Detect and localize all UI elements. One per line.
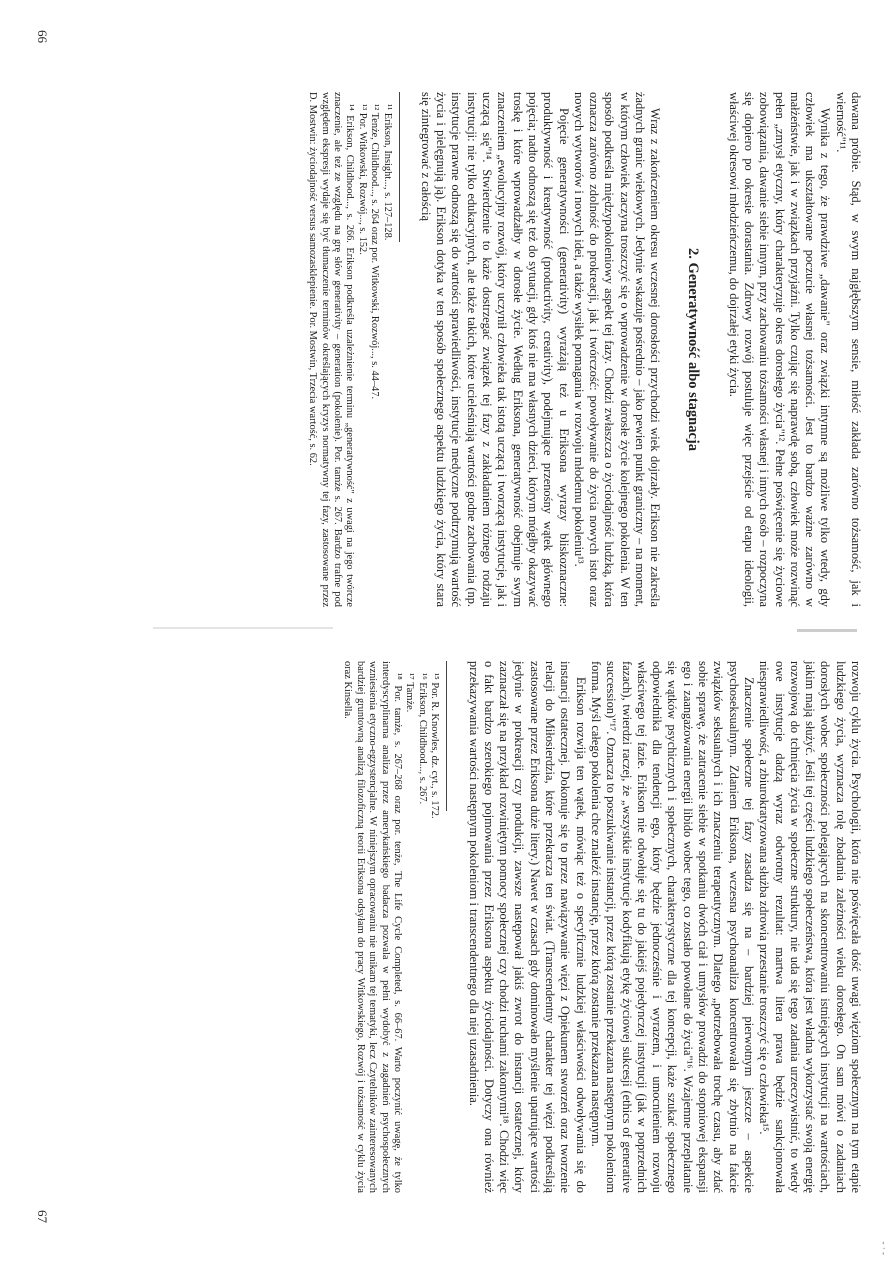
footnote-divider (399, 92, 400, 242)
scan-corner-mark: - · - (879, 1241, 889, 1255)
page-number-right: 67 (35, 1210, 50, 1223)
right-page (0, 631, 893, 1263)
left-page (0, 0, 893, 631)
gutter-shadow (153, 627, 333, 629)
paragraph: Wraz z zakończeniem okresu wczesnej dorosłości przychodzi wiek dojrzały. Erikson nie zakreśla żadnych granic wiekowych. Jedynie wskazuje pośrednio – jako pewien punkt graniczny – na moment, w którym człowiek zaczyna troszczyć się o wprowadzenie w dorosłe życie kolejnego pokolenia. W ten sposób podkreśla międzypokoleniowy aspekt tej fazy. Chodzi zwłaszcza o życiodajność ludzką, która oznacza zarówno zdolność do prokreacji, jak i twórczość: powoływanie do życia nowych istot oraz nowych wytworów i nowych idei, a także wysiłek pomagania w rozwoju młodemu pokoleniu¹³. (571, 92, 663, 607)
right-body (465, 661, 863, 1193)
footnote: ¹⁶ Erikson, Childhood..., s. 267. (416, 673, 428, 805)
footnote: ¹¹ Erikson, Insight..., s. 127–128. (381, 104, 393, 241)
section-heading: 2. Generatywność albo stagnacja (685, 248, 702, 451)
paragraph: rozwoju cyklu życia. Psychologii, która nie poświęcała dość uwagi więziom społecznym na tym etapie ludzkiego życia, wyznacza rolę zbadania zależności wieku dorosłego. On sam mówi o zadaniach dorosłych wobec społeczności polegających na skoncentrowaniu istniejących instytucji na wartościach, jakim mają służyć. Jeśli tej części ludzkiego społeczeństwa, która jest władna wykorzystać swoją energię rozwojową do tchnięcia życia w społeczne struktury, nie uda się tego zadania urzeczywistnić, to wtedy owe instytucje dadzą wyraz odwrotny rezultat: martwa litera prawa będzie sankcjonowała niesprawiedliwość, a zbiurokratyzowana służba zdrowia przestanie troszczyć się o człowieka¹⁵. (757, 661, 863, 1193)
left-body-bottom (418, 92, 663, 607)
footnote: ¹⁸ Por. tamże, s. 267–268 oraz por. tenże, The Life Cycle Completed, s. 66–67. Warto poczynić uwagę, że tylko interdyscyplinarna analiza przez amerykańskiego badacza pozwala w pełni wydobyć z zagadnień psychospołecznych wzniesienia etyczno-egzystencjalne. W niniejszym opracowaniu nie unikam tej tematyki, lecz Czytelników zainteresowanych bardziej gruntowną analizą filozoficzną teorii Eriksona odsyłam do pracy Witkowskiego, Rozwój i tożsamość w cyklu życia oraz Kinsella. (342, 661, 404, 1193)
left-footnotes (306, 92, 393, 607)
paragraph: Erikson rozwija ten wątek, mówiąc też o specyficznie ludzkiej właściwości odwoływania się do instancji ostatecznej. Dokonuje się to przez nawiązywanie więzi z Opiekunem stworzeń oraz tworzenie relacji do Miłosierdzia, które przekracza ten świat. (Transcendentny charakter tej więzi podkreślają zastosowane przez Eriksona duże litery.) Nawet w czasach gdy dominowało myślenie upatrujące wartości jedynie w prokreacji czy produkcji, zawsze następował jakiś zwrot do instancji ostatecznej, który zaznaczał się na przykład rozwiniętym pomocy społecznej czy chodzi ruchami zakonnymi¹⁸. Chodzi więc o fakt bardzo szerokiego pojmowania przez Eriksona aspektu życiodajności. Dotyczy ona również przekazywania wartości następnym pokoleniom i transcendentnego dla niej uzasadnienia. (466, 661, 588, 1193)
paragraph: Wynika z tego, że prawdziwe „dawanie" oraz związki intymne są możliwe tylko wtedy, gdy człowiek ma ukształtowane poczucie własnej tożsamości. Jest to bardzo ważne zarówno w małżeństwie, jak i w związkach przyjaźni. Tylko czując się naprawdę sobą, człowiek może rozwinąć pełen „zmysł etyczny, który charakteryzuje okres dorosłego życia"¹². Pełne poświęcenie się życiowe zobowiązania, dawanie siebie innym, przy zachowaniu tożsamości własnej i innych osób – rozpoczyna się dopiero po okresie dorastania. Zdrowy rozwój postuluje więc przejście od etapu ideologii, właściwej okresowi młodzieńczemu, do dojrzałej etyki życia. (726, 92, 833, 607)
page-number-left: 66 (35, 30, 50, 43)
footnote: ¹⁷ Tamże. (404, 673, 416, 713)
paragraph: Pojęcie generatywności (generativity) wyrażają też u Eriksona wyrazy bliskoznaczne: produktywność i kreatywność (productivity, creativity), podejmujące przenośny wątek głównego pojęcia; nadto odnoszą się też do sytuacji, gdy ktoś nie ma własnych dzieci, którym mógłby okazywać troskę i które wprowadzałby w dorosłe życie. Według Eriksona, generatywność obejmuje swym znaczeniem „ewolucyjny rozwój, który uczynił człowieka tak istotą uczącą i tworzącą instytucje, jak i uczącą się"¹⁴. Stwierdzenie to każe dostrzegać związek tej fazy z zakładaniem różnego rodzaju instytucji: nie tylko edukacyjnych, ale także takich, które ucieleśniają wartości godne zachowania (np. instytucje prawne odnoszą się do wartości sprawiedliwości, instytucje medyczne podtrzymują wartość życia i pielęgnują ją). Erikson dotyka w ten sposób społecznego aspektu ludzkiego życia, który stara się zintegrować z całością (418, 92, 571, 607)
footnote: ¹² Tenże, Childhood..., s. 264 oraz por. Witkowski, Rozwój..., s. 44–47. (369, 104, 381, 400)
footnote: ¹⁴ Erikson, Childhood..., s. 266. Erikson podkreśla uzależnienie terminu „generatywność" z uwagi na jego twórcze znaczenie, ale też ze względu na grę słów generativity – generation (pokolenie). Por. tamże s. 267. Bardzo trafne pod względem ekspresji wydaje się być tłumaczenie terminów określających kryzys normatywny tej fazy, zastosowane przez D. Mostwin: życiodajność versus samozasklepienie. Por. Mostwin, Trzecia wartość, s. 62. (307, 92, 356, 607)
footnote: ¹⁵ Por. R. Knowles, dz. cyt., s. 172. (429, 673, 441, 819)
footnote: ¹³ Por. Witkowski, Rozwój..., s. 152. (356, 104, 368, 255)
paragraph: Znaczenie społeczne tej fazy zasadza się na – bardziej pierwotnym jeszcze – aspekcie psychoseksualnym. Zdaniem Eriksona, wczesna psychoanaliza koncentrowała się zbytnio na fakcie związków seksualnych i ich znaczeniu terapeutycznym. Dlatego „potrzebowała trochę czasu, aby zdać sobie sprawę, że zatracenie siebie w spotkaniu dwóch ciał i umysłów prowadzi do stopniowej ekspansji ego i zaangażowania energii libido wobec tego, co zostało powołane do życia"¹⁶. Wzajemne przeplatanie się wątków psychicznych i społecznych, charakterystyczne dla tej koncepcji, każe szukać społecznego odpowiednika dla tendencji ego, który będzie jednocześnie i wyrazem, i umocnieniem rozwoju właściwego tej fazie. Erikson nie odwołuje się tu do jakiejś pojedynczej instytucji (jak w poprzednich fazach), twierdzi raczej, że „wszystkie instytucje kodyfikują etykę życiowej sukcesji (ethics of generative succession)"¹⁷. Oznacza to poszukiwanie instancji, przez którą zostanie przekazana następnym pokoleniom forma. Myśl całego pokolenia chce znaleźć instancję, przez którą zostanie przekazana następnym. (588, 661, 756, 1193)
paragraph: dawana próbie. Stąd, w swym najgłębszym sensie, miłość zakłada zarówno tożsamość, jak i wierność"¹¹. (833, 92, 863, 607)
footnote-divider (446, 661, 447, 811)
left-body-top (725, 92, 863, 607)
right-footnotes (341, 661, 440, 1193)
